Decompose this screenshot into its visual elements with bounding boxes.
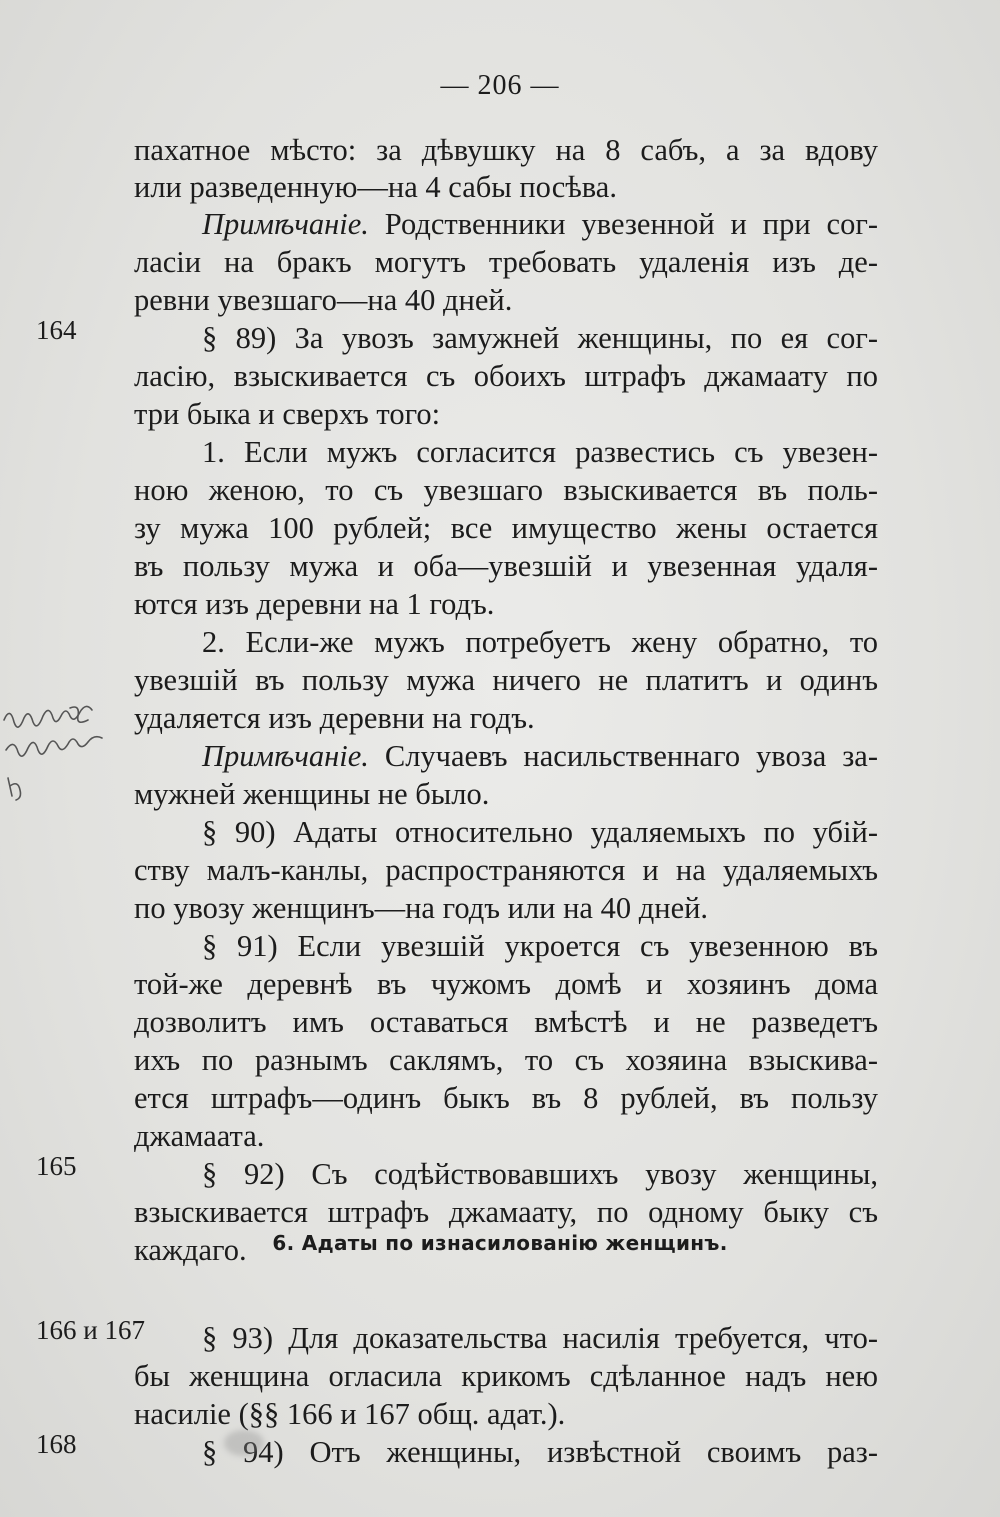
text-line: по увозу женщинъ—на годъ или на 40 дней. [134, 891, 709, 925]
text-line: джамаата. [134, 1119, 265, 1153]
paragraph-90-line: § 90) Адаты относительно удаляемыхъ по убій- [202, 815, 878, 849]
text-line: удаляется изъ деревни на годъ. [134, 701, 535, 735]
margin-reference: 168 [36, 1429, 77, 1459]
text-line: зу мужа 100 рублей; все имущество жены остается [134, 511, 878, 545]
paragraph-92-line: § 92) Съ содѣйствовавшихъ увозу женщины, [202, 1157, 878, 1191]
text-line: въ пользу мужа и оба—увезшій и увезенная удаля- [134, 549, 878, 583]
paragraph-89-line: § 89) За увозъ замужней женщины, по ея сог- [202, 321, 878, 355]
ink-smudge [224, 1430, 264, 1456]
text-line: насиліе (§§ 166 и 167 общ. адат.). [134, 1397, 566, 1431]
list-item-line: 1. Если мужъ согласится развестись съ увезен- [202, 435, 878, 469]
text-line: ихъ по разнымъ саклямъ, то съ хозяина взыскива- [134, 1043, 878, 1077]
text-line: увезшій въ пользу мужа ничего не платитъ и одинъ [134, 663, 878, 697]
text-line: пахатное мѣсто: за дѣвушку на 8 сабъ, а за вдову [134, 133, 878, 167]
margin-reference: 165 [36, 1151, 77, 1181]
text-line: каждаго. [134, 1233, 247, 1267]
paragraph-93-line: § 93) Для доказательства насилія требуется, что- [202, 1321, 878, 1355]
text-line: три быка и сверхъ того: [134, 397, 441, 431]
text-line: ною женою, то съ увезшаго взыскивается въ поль- [134, 473, 878, 507]
text-line: ется штрафъ—одинъ быкъ въ 8 рублей, въ пользу [134, 1081, 878, 1115]
text-line: ласіи на бракъ могутъ требовать удаленія изъ де- [134, 245, 878, 279]
text-line: ревни увезшаго—на 40 дней. [134, 283, 513, 317]
text-line: той-же деревнѣ въ чужомъ домѣ и хозяинъ дома [134, 967, 878, 1001]
margin-reference: 164 [36, 315, 77, 345]
note-label: Примѣчаніе. [202, 207, 369, 241]
text-line: ются изъ деревни на 1 годъ. [134, 587, 495, 621]
paragraph-91-line: § 91) Если увезшій укроется съ увезенною въ [202, 929, 878, 963]
note-text: Случаевъ насильственнаго увоза за- [368, 739, 878, 773]
margin-reference: 166 и 167 [36, 1315, 145, 1345]
text-line: бы женщина огласила крикомъ сдѣланное надъ нею [134, 1359, 878, 1393]
text-line: взыскивается штрафъ джамаату, по одному быку съ [134, 1195, 878, 1229]
text-line: ству малъ-канлы, распространяются и на удаляемыхъ [134, 853, 878, 887]
page-number: — 206 — [440, 70, 560, 101]
note-line [202, 204, 878, 244]
section-heading: 6. Адаты по изнасилованію женщинъ. [272, 1231, 728, 1255]
paragraph-94-line: § 94) Отъ женщины, извѣстной своимъ раз- [202, 1435, 878, 1469]
text-line: дозволитъ имъ оставаться вмѣстѣ и не разведетъ [134, 1005, 878, 1039]
note-line [202, 736, 878, 776]
handwritten-margin-note [0, 700, 150, 810]
note-text: Родственники увезенной и при сог- [368, 207, 878, 241]
text-line: мужней женщины не было. [134, 777, 490, 811]
list-item-line: 2. Если-же мужъ потребуетъ жену обратно, то [202, 625, 878, 659]
note-label: Примѣчаніе. [202, 739, 369, 773]
text-line: ласію, взыскивается съ обоихъ штрафъ джамаату по [134, 359, 878, 393]
text-line: или разведенную—на 4 сабы посѣва. [134, 170, 617, 204]
